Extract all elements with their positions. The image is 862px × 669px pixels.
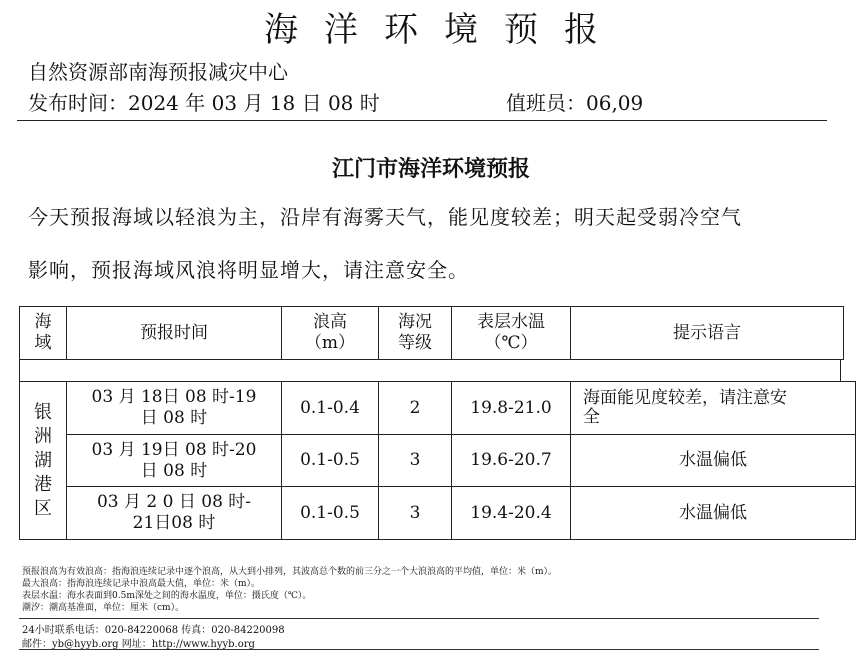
note-line: 表层水温：海水表面到0.5m深处之间的海水温度，单位：摄氏度（℃）。 — [22, 591, 312, 601]
note-line: 潮汐：潮高基准面，单位：厘米（cm）。 — [22, 603, 185, 613]
header-sea-state: 海况 等级 — [379, 307, 452, 360]
footer-divider — [19, 618, 819, 619]
table-row — [20, 382, 856, 435]
row-wave: 0.1-0.5 — [282, 487, 379, 540]
header-water-temp: 表层水温 （℃） — [452, 307, 571, 360]
row-tip: 水温偏低 — [571, 435, 856, 487]
forecast-table-body — [19, 381, 856, 540]
table-row — [20, 487, 856, 540]
gap-border-left — [19, 359, 20, 381]
summary-line-1: 今天预报海域以轻浪为主，沿岸有海雾天气，能见度较差；明天起受弱冷空气 — [28, 205, 742, 229]
summary-line-2: 影响，预报海域风浪将明显增大，请注意安全。 — [28, 258, 469, 282]
row-time: 03 月 19日 08 时-20 日 08 时 — [67, 435, 282, 487]
row-tip: 海面能见度较差，请注意安 全 — [571, 382, 856, 435]
row-sea-state: 3 — [379, 435, 452, 487]
gap-border-right — [840, 359, 841, 381]
page-title: 海洋环境预报 — [264, 10, 624, 50]
row-sea-state: 2 — [379, 382, 452, 435]
forecast-subtitle: 江门市海洋环境预报 — [331, 156, 530, 182]
header-area: 海 域 — [20, 307, 67, 360]
issuing-organization: 自然资源部南海预报减灾中心 — [28, 60, 288, 84]
note-line: 最大浪高：指海浪连续记录中浪高最大值，单位：米（m）。 — [22, 579, 261, 589]
footer-bottom-divider — [19, 649, 819, 650]
header-tip: 提示语言 — [571, 307, 844, 360]
row-wave: 0.1-0.5 — [282, 435, 379, 487]
row-time: 03 月 2 0 日 08 时- 21日08 时 — [67, 487, 282, 540]
forecast-table-header — [19, 306, 844, 360]
row-tip: 水温偏低 — [571, 487, 856, 540]
row-water-temp: 19.8-21.0 — [452, 382, 571, 435]
header-wave: 浪高 （m） — [282, 307, 379, 360]
row-water-temp: 19.6-20.7 — [452, 435, 571, 487]
table-row — [20, 435, 856, 487]
publish-time: 发布时间：2024 年 03 月 18 日 08 时 — [28, 91, 380, 115]
row-wave: 0.1-0.4 — [282, 382, 379, 435]
row-water-temp: 19.4-20.4 — [452, 487, 571, 540]
definitions-notes — [22, 566, 557, 614]
row-sea-state: 3 — [379, 487, 452, 540]
area-name: 银 洲 湖 港 区 — [20, 382, 67, 540]
row-time: 03 月 18日 08 时-19 日 08 时 — [67, 382, 282, 435]
duty-officer: 值班员：06,09 — [506, 91, 644, 115]
contact-phone-fax: 24小时联系电话：020-84220068 传真：020-84220098 — [22, 625, 285, 636]
header-time: 预报时间 — [67, 307, 282, 360]
contact-email-web: 邮件：yb@hyyb.org 网址：http://www.hyyb.org — [22, 639, 255, 650]
header-divider — [17, 120, 827, 121]
note-line: 预报浪高为有效浪高：指海浪连续记录中逐个浪高，从大到小排列，其波高总个数的前三分之一个大浪浪高的平均值，单位：米（m）。 — [22, 567, 558, 577]
